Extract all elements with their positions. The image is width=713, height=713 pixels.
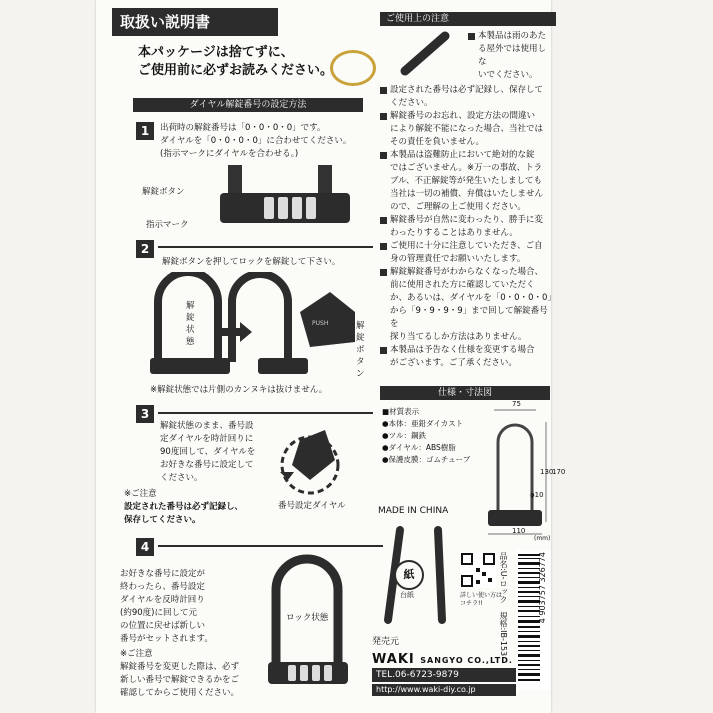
caution-line: 当社は一切の補償、弁償はいたしません — [390, 189, 544, 199]
step-3-line-1: 解錠状態のまま、番号設 — [160, 421, 254, 431]
qr-code[interactable] — [460, 552, 496, 588]
qr-caption-line-1: 詳しい使い方は — [460, 592, 503, 599]
step-4-number: 4 — [136, 538, 154, 556]
step-3-caution-line-2: 保存してください。 — [124, 515, 201, 525]
caution-line: 本製品は予告なく仕様を変更する場合 — [390, 345, 535, 355]
step-4-line-6: 番号がセットされます。 — [120, 634, 213, 644]
caution-item — [380, 240, 552, 266]
step-4-line-5: の位置に戻せば新しい — [120, 621, 206, 631]
step-3-caution-title: ※ご注意 — [124, 489, 157, 499]
step-2-number: 2 — [136, 240, 154, 258]
caution-line: か、あるいは、ダイヤルを「0・0・0・0」 — [390, 293, 556, 303]
seller-label: 発売元 — [372, 637, 400, 647]
jan-number: 4 903757 326774 — [538, 552, 547, 624]
step-4-caution-title: ※ご注意 — [120, 649, 153, 659]
caution-line: 身の管理責任でお願いいたします。 — [390, 254, 526, 264]
caution-line: ではございません。※万一の事故、トラ — [390, 163, 543, 173]
caution-item — [380, 214, 552, 240]
caution-line: ご使用に十分に注意していただき、ご自 — [390, 241, 543, 251]
manual-title: 取扱い説明書 — [112, 8, 278, 36]
step-4-text — [120, 568, 213, 646]
step-3-number: 3 — [136, 405, 154, 423]
step-1-line-3: (指示マークにダイヤルを合わせる。) — [160, 149, 299, 159]
step-divider — [158, 545, 383, 547]
caution-item — [468, 30, 552, 82]
caution-line: がございます。ご了承ください。 — [390, 358, 517, 368]
made-in-label: MADE IN CHINA — [378, 506, 449, 516]
step-1-text — [160, 122, 351, 161]
step-divider — [158, 412, 373, 414]
bullet-square-icon — [380, 217, 387, 224]
caution-line: いでください。 — [478, 70, 538, 80]
caution-line: 探り当てるしか方法はありません。 — [390, 332, 527, 342]
step-3-text — [160, 420, 255, 485]
hanging-ring — [330, 50, 376, 86]
paper-recycle-mark: 紙 — [394, 560, 424, 590]
step-4-caution — [120, 648, 239, 700]
caution-item — [380, 110, 552, 149]
push-label: PUSH — [312, 320, 329, 327]
step-2-text: 解錠ボタンを押してロックを解錠して下さい。 — [162, 257, 341, 267]
dial-rotation-illustration — [270, 420, 360, 500]
material-line: ●ツル：鋼鉄 — [382, 431, 427, 440]
cautions-title: ご使用上の注意 — [380, 12, 556, 26]
caution-line: ので、ご理解の上ご使用ください。 — [390, 202, 526, 212]
dim-height: 170 — [552, 468, 566, 476]
step-1-lock-illustration — [200, 165, 360, 235]
caution-line: により解錠不能になった場合、当社では — [390, 124, 544, 134]
step-2-lock-illustration — [140, 272, 370, 382]
caution-line: 解錠解錠番号がわからなくなった場合、 — [390, 267, 544, 277]
logo-waki: WAKI — [372, 652, 415, 667]
caution-line: 前に使用された方に確認していただく — [390, 280, 535, 290]
material-line: ●ダイヤル：ABS樹脂 — [382, 443, 456, 452]
step-3-line-5: ください。 — [160, 473, 203, 483]
caution-line: 解錠番号が自然に変わったり、勝手に変 — [390, 215, 543, 225]
caution-line: 本製品は雨のあた — [478, 31, 547, 41]
step-3-line-2: 定ダイヤルを時計回りに — [160, 434, 254, 444]
dim-diameter: φ10 — [530, 491, 544, 499]
website-url[interactable]: http://www.waki-diy.co.jp — [372, 684, 516, 696]
step-4-line-4: (約90度)に回して元 — [120, 608, 197, 618]
phone-number: TEL.06-6723-9879 — [372, 668, 516, 682]
caution-line: る屋外では使用しな — [478, 44, 547, 67]
qr-caption — [460, 592, 502, 608]
company-name: SANGYO CO.,LTD. — [420, 656, 513, 665]
paper-label: 台紙 — [400, 591, 414, 599]
caution-list — [380, 30, 556, 370]
step-3-line-3: 90度回して、ダイヤルを — [160, 447, 256, 457]
step-4-caution-line-1: 解錠番号を変更した際は、必ず — [120, 662, 240, 672]
bullet-square-icon — [380, 152, 387, 159]
step-1-line-1: 出荷時の解錠番号は「0・0・0・0」です。 — [160, 123, 326, 133]
step-4-line-1: お好きな番号に設定が — [120, 569, 206, 579]
caution-line: ください。 — [390, 98, 433, 108]
label-locked-state: ロック状態 — [286, 613, 329, 623]
step-divider — [158, 246, 373, 248]
step-3-caution-line-1: 設定された番号は必ず記録し、 — [124, 502, 244, 512]
materials — [382, 406, 470, 466]
dim-width-top: 75 — [512, 400, 521, 408]
caution-line: ブル、不正解錠等が発生いたしましても — [390, 176, 542, 186]
bullet-square-icon — [380, 347, 387, 354]
label-indicator-mark: 指示マーク — [146, 220, 189, 230]
step-4-caution-line-3: 確認してからご使用ください。 — [120, 688, 240, 698]
material-line: ●保護皮膜：ゴムチューブ — [382, 455, 471, 464]
caution-line: から「9・9・9・9」まで回して解錠番号を — [390, 306, 548, 329]
caution-item — [380, 266, 556, 344]
company-logo — [372, 652, 513, 667]
caution-item — [380, 84, 552, 110]
caution-item — [380, 149, 552, 214]
caution-line: 解錠番号のお忘れ、設定方法の間違い — [390, 111, 536, 121]
caution-line: その責任を負いません。 — [390, 137, 485, 147]
lead-line-2: ご使用前に必ずお読みください。 — [138, 63, 334, 78]
bullet-square-icon — [380, 87, 387, 94]
step-4-line-2: 終わったら、番号設定 — [120, 582, 205, 592]
step-2-note: ※解錠状態では片側のカンヌキは抜けません。 — [150, 385, 328, 395]
step-4-line-3: ダイヤルを反時計回り — [120, 595, 205, 605]
bullet-square-icon — [380, 113, 387, 120]
dim-inner: 130 — [540, 468, 554, 476]
step-3-line-4: お好きな番号に設定して — [160, 460, 254, 470]
bullet-square-icon — [468, 33, 475, 40]
caution-item — [380, 344, 552, 370]
dim-width-bottom: 110 — [512, 527, 526, 535]
product-name-vertical: 品名:U-ロック 規格:IB-153 — [499, 552, 508, 657]
step-1-line-2: ダイヤルを「0・0・0・0」に合わせてください。 — [160, 136, 352, 146]
step-3-caution — [124, 488, 243, 527]
label-setting-dial: 番号設定ダイヤル — [278, 501, 346, 511]
material-line: ●本体：亜鉛ダイカスト — [382, 419, 464, 428]
caution-line: 設定された番号は必ず記録し、保存して — [390, 85, 544, 95]
label-unlock-button: 解錠ボタン — [142, 187, 185, 197]
label-unlock-button-2: 解錠ボタン — [356, 321, 365, 379]
label-unlocked-state: 解錠状態 — [186, 301, 195, 347]
step-1-number: 1 — [136, 122, 154, 140]
specs-title: 仕様・寸法図 — [380, 386, 550, 400]
caution-line: 本製品は盗難防止において絶対的な錠 — [390, 150, 535, 160]
materials-title: ■材質表示 — [382, 407, 420, 416]
dim-unit: (mm) — [534, 535, 551, 542]
bullet-square-icon — [380, 243, 387, 250]
step-4-caution-line-2: 新しい番号で解錠できるかをご — [120, 675, 240, 685]
caution-line: わったりすることはありません。 — [390, 228, 518, 238]
bullet-square-icon — [380, 269, 387, 276]
lead-line-1: 本パッケージは捨てずに、 — [138, 45, 294, 60]
settings-section-title: ダイヤル解錠番号の設定方法 — [133, 98, 363, 112]
keep-package-notice — [138, 44, 333, 80]
qr-caption-line-2: コチラ!! — [460, 600, 483, 607]
